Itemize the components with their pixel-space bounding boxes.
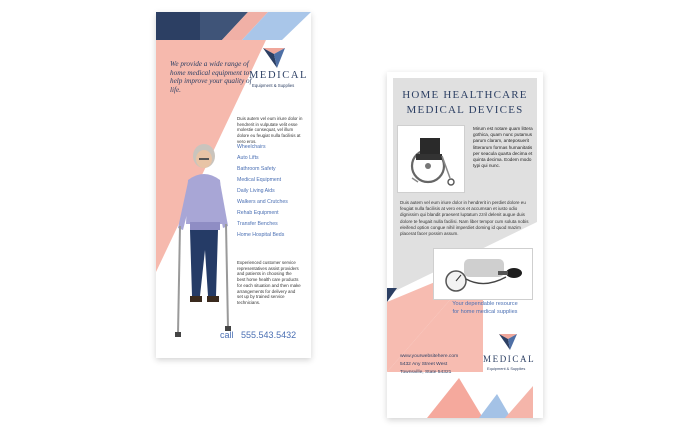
service-item: Walkers and Crutches [237, 199, 288, 205]
wheelchair-icon [398, 126, 464, 192]
front-intro-text: Duis autem vel eum iriure dolor in hendrerit in vulputate velit esse molestie consequat, vel illum dolore eu feugiat nulla facilisis at vero eros. [237, 116, 303, 144]
contact-block [400, 353, 480, 377]
resource-tagline [437, 301, 533, 316]
phone-number: 555.543.5432 [241, 330, 297, 340]
blood-pressure-photo [433, 248, 533, 300]
front-brand-subtitle: Equipment & Supplies [252, 83, 295, 88]
back-side-text: Mirum est notare quam littera gothica, quam nunc putamus parum claram, anteposuerit litterarum formas humanitatis per seacula quarta decima et quinta decima. Eodem modo typi qui nunc. [473, 126, 533, 169]
logo-mark-icon [263, 48, 285, 70]
service-item: Home Hospital Beds [237, 232, 285, 238]
service-item: Bathroom Safety [237, 166, 276, 172]
services-list [237, 142, 307, 241]
service-item: Wheelchairs [237, 144, 266, 150]
resource-line-1: Your dependable resource [452, 301, 518, 307]
back-brand-name: MEDICAL [483, 354, 536, 364]
website: www.yourwebsitehere.com [400, 354, 459, 359]
service-item: Daily Living Aids [237, 188, 275, 194]
back-logo-mark-icon [499, 334, 517, 352]
service-item: Rehab Equipment [237, 210, 279, 216]
front-tagline: We provide a wide range of home medical equipment to help improve your quality of life. [170, 60, 252, 94]
service-item: Medical Equipment [237, 177, 282, 183]
back-brand-subtitle: Equipment & Supplies [487, 366, 526, 371]
wheelchair-photo [397, 125, 465, 193]
address-line-2: Townsville, State 54321 [400, 370, 452, 375]
front-staff-text: Experienced customer service representatives assist providers and patients in choosing the best home health care products for each situation and then make arrangements for delivery and set up by trained service technicians. [237, 260, 301, 305]
call-label: call [220, 330, 234, 340]
woman-with-crutches-image [170, 138, 232, 344]
service-item: Transfer Benches [237, 221, 278, 227]
back-title-line2: MEDICAL DEVICES [406, 104, 524, 116]
service-item: Auto Lifts [237, 155, 259, 161]
resource-line-2: for home medical supplies [452, 308, 518, 315]
call-row [220, 330, 296, 340]
back-title-line1: HOME HEALTHCARE [402, 89, 528, 101]
address-line-1: 5432 Any Street West [400, 362, 448, 367]
front-brand-name: MEDICAL [249, 70, 309, 81]
brochure-front [156, 12, 311, 358]
back-paragraph: Duis autem vel eum iriure dolor in hendrerit in perdiet dolore eu feugiat nulla facilisis at vero eros et accumsan et iusto odio dignissim qui blandit praesent luptatum zzril delenit augue duis dolore te feugait nulla facilisi. Nam liber tempor cum soluta nobis eleifend option congue nihil imperdiet doming id quod mazim placerat facer possim assum. [400, 200, 529, 237]
navy-corner-shape [156, 12, 200, 40]
blood-pressure-monitor-icon [434, 249, 532, 299]
brochure-back [387, 72, 543, 418]
